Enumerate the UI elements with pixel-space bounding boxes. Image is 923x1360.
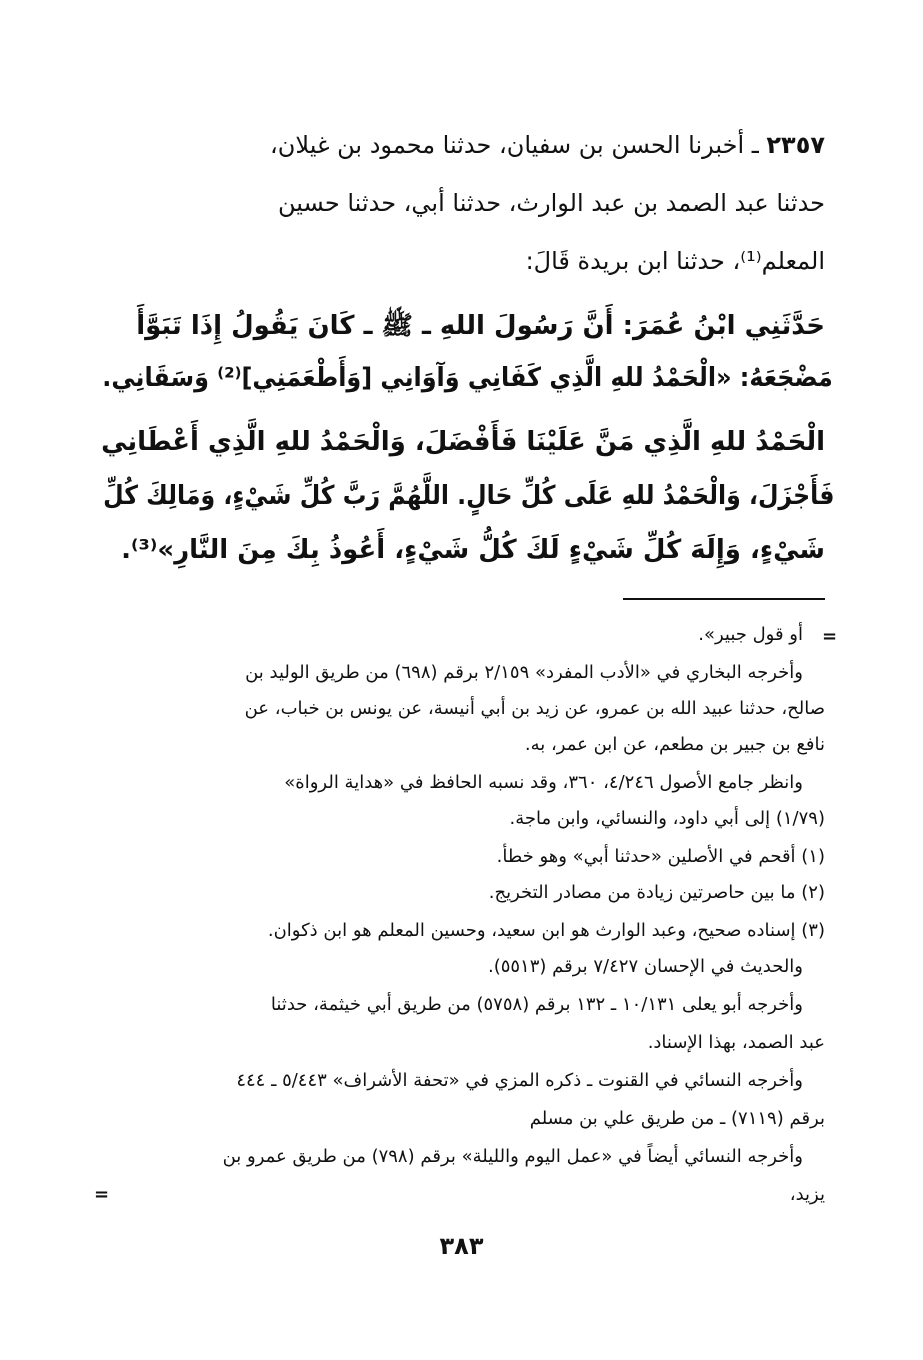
continuation-mark: =: [822, 626, 838, 647]
main-line-3: المعلم⁽¹⁾، حدثنا ابن بريدة قَالَ:: [525, 247, 825, 275]
footnote-line: برقم (٧١١٩) ـ من طريق علي بن مسلم: [529, 1108, 825, 1129]
main-text-line: [0, 178, 923, 228]
footnote-line: وانظر جامع الأصول ٤/٢٤٦، ٣٦٠، وقد نسبه الحافظ في «هداية الرواة»: [284, 772, 803, 793]
footnote-line: (١/٧٩) إلى أبي داود، والنسائي، وابن ماجة.: [509, 808, 825, 829]
footnote-line: أو قول جبير».: [698, 624, 803, 645]
footnote-line: يزيد،: [789, 1184, 825, 1205]
hadith-line-2: مَضْجَعَهُ: «الْحَمْدُ للهِ الَّذِي كَفَانِي وَآوَانِي [وَأَطْعَمَنِي]⁽²⁾ وَسَقَانِي.: [102, 363, 834, 393]
footnote-line: وأخرجه النسائي أيضاً في «عمل اليوم والليلة» برقم (٧٩٨) من طريق عمرو بن: [222, 1146, 803, 1167]
main-line-1: ٢٣٥٧ ـ أخبرنا الحسن بن سفيان، حدثنا محمود بن غيلان،: [270, 131, 825, 159]
main-text-line: [0, 120, 923, 170]
hadith-text-line: [0, 298, 923, 348]
hadith-text-line: [0, 468, 923, 518]
footnote-line: عبد الصمد، بهذا الإسناد.: [647, 1032, 825, 1053]
footnote-2: (٢) ما بين حاصرتين زيادة من مصادر التخريج.: [488, 882, 825, 903]
hadith-line-5: شَيْءٍ، وَإِلَهَ كُلِّ شَيْءٍ لَكَ كُلُّ شَيْءٍ، أَعُوذُ بِكَ مِنَ النَّارِ»⁽³⁾.: [121, 535, 825, 565]
hadith-line-4: فَأَجْزَلَ، وَالْحَمْدُ للهِ عَلَى كُلِّ حَالٍ. اللَّهُمَّ رَبَّ كُلِّ شَيْءٍ، وَمَالِكَ كُلِّ: [102, 481, 835, 511]
footnote-line: والحديث في الإحسان ٧/٤٢٧ برقم (٥٥١٣).: [487, 956, 803, 977]
footnote-line: نافع بن جبير بن مطعم، عن ابن عمر، به.: [524, 734, 825, 755]
hadith-text-line: [0, 522, 923, 572]
hadith-text-line: [0, 350, 923, 400]
footnote-3: (٣) إسناده صحيح، وعبد الوارث هو ابن سعيد، وحسين المعلم هو ابن ذكوان.: [267, 920, 825, 941]
footnote-1: (١) أقحم في الأصلين «حدثنا أبي» وهو خطأ.: [496, 846, 825, 867]
hadith-text-line: [0, 414, 923, 464]
main-line-2: حدثنا عبد الصمد بن عبد الوارث، حدثنا أبي، حدثنا حسين: [277, 189, 825, 217]
page-number: ٣٨٣: [439, 1232, 484, 1260]
main-text-line: [0, 236, 923, 286]
continuation-end-mark: =: [94, 1184, 110, 1205]
footnote-separator: [623, 598, 825, 600]
footnote-line: وأخرجه أبو يعلى ١٠/١٣١ ـ ١٣٢ برقم (٥٧٥٨) من طريق أبي خيثمة، حدثنا: [270, 994, 803, 1015]
footnote-line: وأخرجه النسائي في القنوت ـ ذكره المزي في «تحفة الأشراف» ٥/٤٤٣ ـ ٤٤٤: [236, 1070, 803, 1091]
hadith-number: ٢٣٥٧: [766, 131, 825, 159]
hadith-line-1: حَدَّثَنِي ابْنُ عُمَرَ: أَنَّ رَسُولَ اللهِ ـ ﷺ ـ كَانَ يَقُولُ إِذَا تَبَوَّأَ: [136, 311, 825, 341]
footnote-line: وأخرجه البخاري في «الأدب المفرد» ٢/١٥٩ برقم (٦٩٨) من طريق الوليد بن: [245, 662, 803, 683]
footnote-line: صالح، حدثنا عبيد الله بن عمرو، عن زيد بن أبي أنيسة، عن يونس بن خباب، عن: [244, 698, 825, 719]
hadith-line-3: الْحَمْدُ للهِ الَّذِي مَنَّ عَلَيْنَا فَأَفْضَلَ، وَالْحَمْدُ للهِ الَّذِي أَعْطَانِي: [101, 427, 825, 457]
